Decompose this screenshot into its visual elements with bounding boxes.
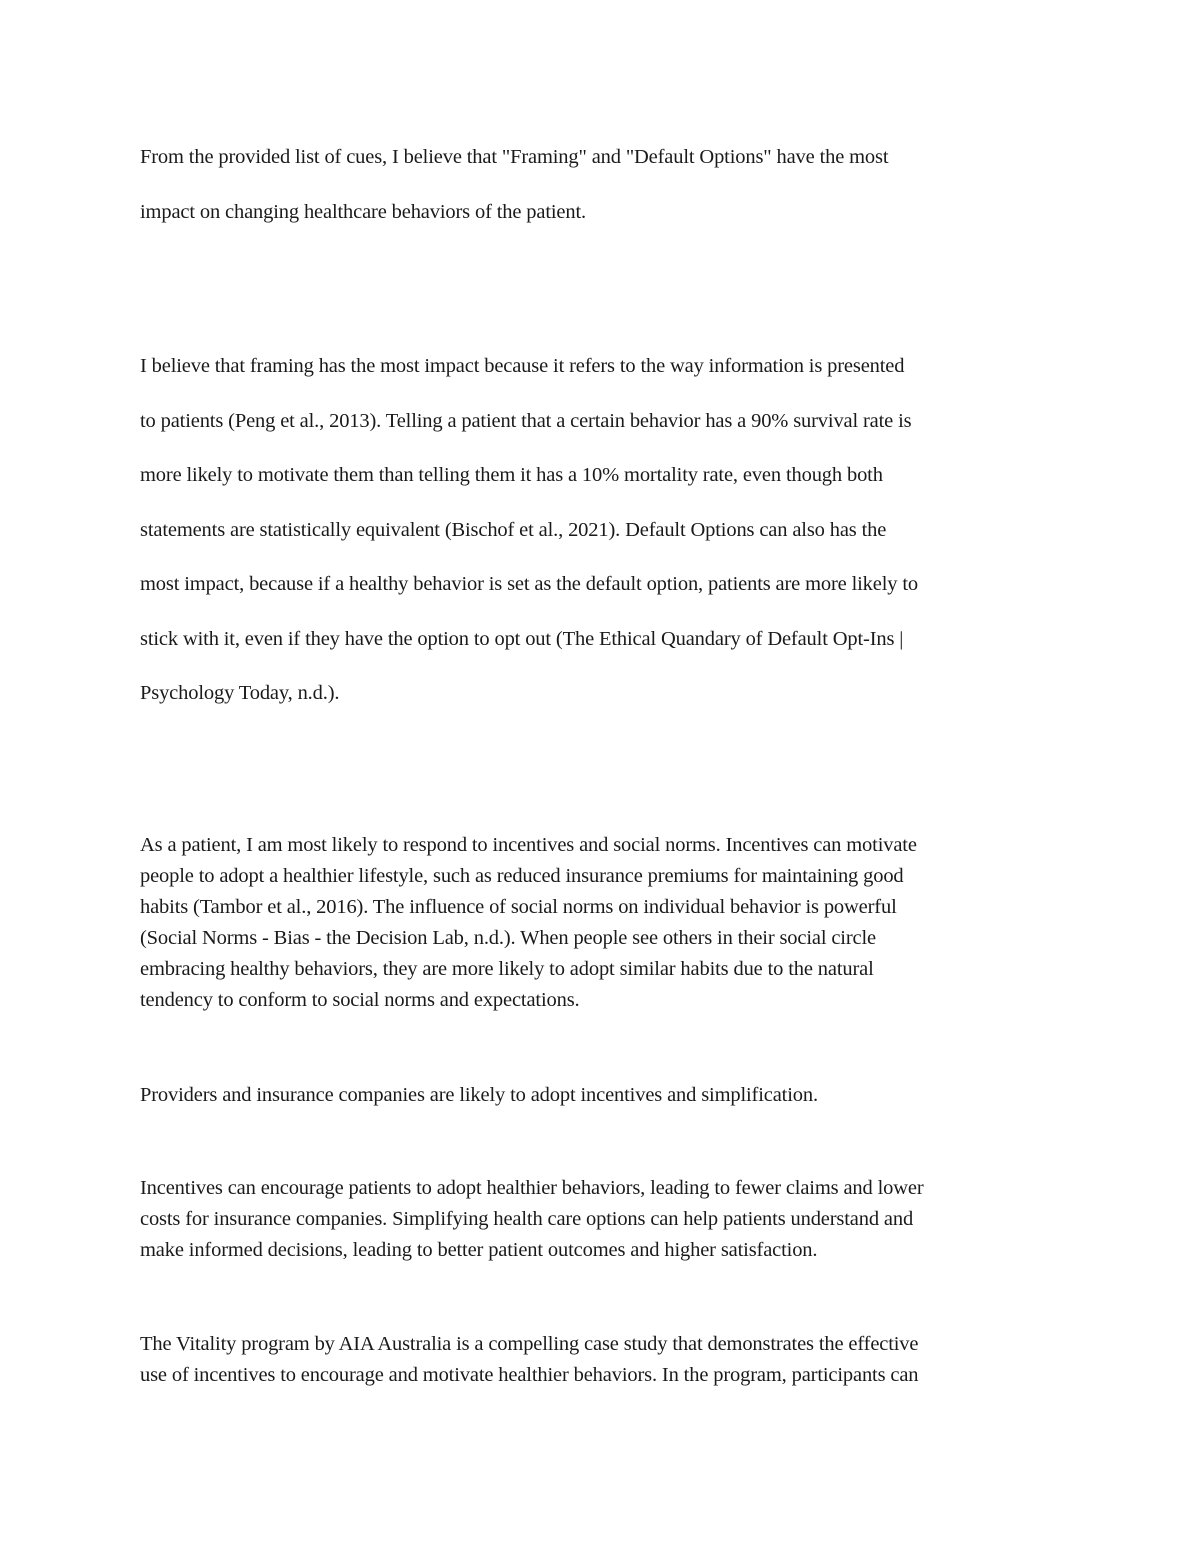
text-line: statements are statistically equivalent (Bischof et al., 2021). Default Options can also has the — [140, 518, 887, 541]
text-line: (Social Norms - Bias - the Decision Lab, n.d.). When people see others in their social circle — [140, 927, 876, 949]
text-line: costs for insurance companies. Simplifying health care options can help patients understand and — [140, 1208, 914, 1230]
text-line: stick with it, even if they have the option to opt out (The Ethical Quandary of Default Opt-Ins | — [140, 627, 904, 650]
text-line: Psychology Today, n.d.). — [140, 682, 340, 704]
text-line: I believe that framing has the most impact because it refers to the way information is presented — [140, 355, 905, 377]
text-line: The Vitality program by AIA Australia is a compelling case study that demonstrates the effective — [140, 1333, 919, 1355]
text-line: embracing healthy behaviors, they are more likely to adopt similar habits due to the natural — [140, 958, 874, 980]
text-line: use of incentives to encourage and motivate healthier behaviors. In the program, participants can — [140, 1364, 919, 1386]
text-line: As a patient, I am most likely to respond to incentives and social norms. Incentives can motivate — [140, 834, 917, 856]
text-line: Providers and insurance companies are likely to adopt incentives and simplification. — [140, 1084, 818, 1106]
paragraph-incentives-social-norms — [140, 830, 1065, 1016]
text-line: impact on changing healthcare behaviors of the patient. — [140, 200, 586, 223]
paragraph-incentives-simplification — [140, 1173, 1065, 1266]
paragraph-providers-insurance — [140, 1080, 1065, 1111]
text-line: tendency to conform to social norms and expectations. — [140, 989, 580, 1011]
text-line: habits (Tambor et al., 2016). The influence of social norms on individual behavior is powerful — [140, 896, 897, 918]
paragraph-framing-default-options — [140, 130, 1065, 239]
text-line: make informed decisions, leading to better patient outcomes and higher satisfaction. — [140, 1239, 818, 1261]
text-line: to patients (Peng et al., 2013). Telling a patient that a certain behavior has a 90% survival rate is — [140, 409, 912, 432]
text-line: more likely to motivate them than telling them it has a 10% mortality rate, even though both — [140, 464, 883, 486]
text-line: most impact, because if a healthy behavior is set as the default option, patients are more likely to — [140, 573, 918, 595]
paragraph-framing-impact — [140, 339, 1065, 721]
text-line: Incentives can encourage patients to adopt healthier behaviors, leading to fewer claims and lower — [140, 1177, 924, 1199]
text-line: From the provided list of cues, I believe that "Framing" and "Default Options" have the most — [140, 146, 889, 168]
paragraph-vitality-program — [140, 1329, 1065, 1391]
text-line: people to adopt a healthier lifestyle, such as reduced insurance premiums for maintaining good — [140, 865, 904, 887]
